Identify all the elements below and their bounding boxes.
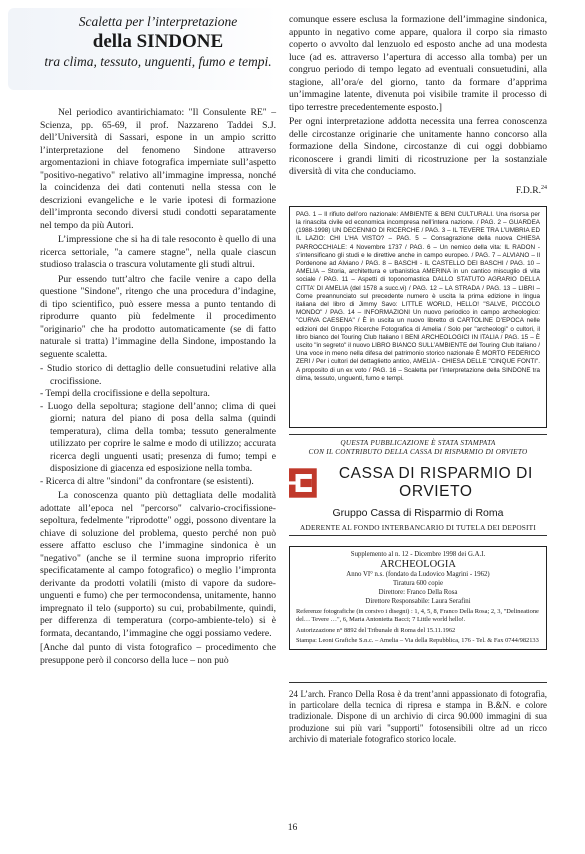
paragraph-continued: comunque essere esclusa la formazione dell’immagine sindonica, appunto in negativo come appare, qualora il corpo sia rimasto coperto o avvolto dal lenzuolo ed esposto anche ad una modesta luce (ad es. attraverso l’apertura di accesso alla tomba) per un congruo periodo di tempo legato ad eventuali consuetudini, alla stagione, all’ora/e del giorno, tanto da formare d’apprima un’immagine latente, divenuta poi visibile tramite il processo di tipo terrestre precedentemente esposto.] — [289, 14, 547, 113]
bank-name: CASSA DI RISPARMIO DI ORVIETO — [338, 464, 533, 500]
left-column — [40, 14, 276, 667]
right-column — [289, 14, 547, 745]
article-supertitle: Scaletta per l’interpretazione — [78, 14, 238, 29]
article-body-left — [40, 107, 276, 667]
colophon-year: Anno VI° n.s. (fondato da Ludovico Magrini - 1962) — [346, 571, 490, 579]
list-item: - Studio storico di dettaglio delle consuetudini relative alla crocifissione. — [40, 363, 276, 387]
sponsor-box — [289, 434, 547, 536]
colophon-print-run: Tiratura 600 copie — [393, 580, 443, 588]
list-item: - Tempi della crocifissione e della sepoltura. — [40, 388, 210, 399]
bank-adherence: ADERENTE AL FONDO INTERBANCARIO DI TUTELA DEI DEPOSITI — [289, 523, 547, 536]
paragraph-2: L’impressione che si ha di tale resoconto è quello di una ricerca settoriale, "a camere stagne", nella quale ciascun studioso tralascia o trascura volutamente gli studi altrui. — [40, 234, 276, 270]
signature-initials: F.D.R. — [515, 184, 541, 196]
paragraph-4: La conoscenza quanto più dettagliata delle modalità adottate all’epoca nel "percorso" calvario-crocifissione-sepoltura, fedelmente "riprodotte" oggi, possono diventare la chiave di soluzione del problema, questo perché non può essere affatto escluso che l’immagine sindonica è un "negativo" (anche se il termine suona improprio riferito specificatamente al campo fotografico) o meglio l’impronta derivante da prodotti volatili (misto di vapore da sudore-unguenti e fumo) che per termocondensa, unitamente, hanno impregnato il telo (supporto) su cui, probabilmente, quindi, per differenza di temperatura (corpo-ambiente-telo) si è formata, decantando, l’immagine che oggi possiamo vedere. — [40, 490, 276, 639]
footnote: 24 L’arch. Franco Della Rosa è da trent’anni appassionato di fotografia, in particolare della tecnica di ripresa e stampa in B.&N. e colore tradizionale. Dispone di un archivio di circa 90.000 immagini di sua produzione sui più vari "supporti" fotosensibili oltre ad un ricco archivio di materiale fotografico storico locale. — [289, 682, 547, 745]
bank-group: Gruppo Cassa di Risparmio di Roma — [332, 506, 504, 519]
bank-logo-icon — [289, 465, 317, 501]
sponsor-caption-2: CON IL CONTRIBUTO DELLA CASSA DI RISPARMIO DI ORVIETO — [308, 447, 528, 456]
article-title: della SINDONE — [92, 31, 224, 52]
colophon-responsible: Direttore Responsabile: Laura Serafini — [365, 597, 471, 605]
colophon-authorization: Autorizzazione n° 8892 del Tribunale di Roma del 15.11.1962 — [296, 626, 456, 634]
colophon-supplement: Supplemento al n. 12 - Dicembre 1998 dei G.A.I. — [350, 550, 486, 558]
author-signature — [289, 185, 547, 196]
page-number: 16 — [287, 822, 298, 833]
scaletta-list — [40, 363, 276, 488]
list-item: - Ricerca di altre "sindoni" da confrontare (se esistenti). — [40, 475, 254, 487]
footnote-marker: 24 — [541, 184, 547, 191]
bank-brand — [289, 465, 547, 501]
sponsor-caption-1: QUESTA PUBBLICAZIONE È STATA STAMPATA — [340, 438, 496, 447]
paragraph-5: [Anche dal punto di vista fotografico – procedimento che presuppone però il concorso della luce – non può — [40, 642, 276, 666]
paragraph-1: Nel periodico avantirichiamato: "Il Consulente RE" – Scienza, pp. 65-69, il prof. Nazzareno Taddei S.J. dell’Università di Sassari, espone in un ampio scritto l’interpretazione del fenomeno Sindone attraverso argomentazioni in chiave fotografica imperniate sull’aspetto "positivo-negativo" relativo all’immagine impressa, nonché la coincidenza dei dati contenuti nella stessa con le descrizioni evangeliche e le varie ipotesi di formazione dell’impronta secondo diversi studi condotti separatamente nel tempo da più Autori. — [40, 107, 276, 231]
paragraph-conclusion: Per ogni interpretazione addotta necessita una ferrea conoscenza delle circostanze originarie che unitamente hanno concorso alla formazione della Sindone, circostanze di cui oggi dobbiamo riconoscere i grandi limiti di ricostruzione per la sostanziale diversità di vita che conduciamo. — [289, 116, 547, 177]
colophon-title: ARCHEOLOGIA — [380, 559, 456, 571]
issue-contents-box: PAG. 1 – Il rifiuto dell’oro nazionale: AMBIENTE & BENI CULTURALI. Una risorsa per la rinascita civile ed economica incompresa nell’intera nazione. / PAG. 2 – GUARDEA (1988-1998) UN DECENNIO DI RICERCHE / PAG. 3 – IL TEVERE TRA L’UMBRIA ED IL LAZIO: CHI L’HA VISTO? – PAG. 5 – Consagrazione della nuova CHIESA PARROCCHIALE: 4 Novembre 1737 / PAG. 6 – Un nemico della vita: IL RADON - s’intensificano gli studi e le direttive anche in campo europeo. / PAG. 7 – ALVIANO – Il Pordenone ad Alviano / PAG. 8 – BASCHI - IL CASTELLO DEI BASCHI / PAG. 10 – AMELIA – Storia, architettura e urbanistica AMERINA in un cantico miscuglio di vita sociale / PAG. 11 – Aspetti di toponomastica DALLO STATUTO AGRARIO DELLA CITTA’ DI AMELIA (del 1578 a succ.vi) / PAG. 12 – LA STRADA / PAG. 13 – LIBRI – Come preannunciato sul precedente numero è uscita la prima edizione in lingua italiana del libro di Jimmy Savo: LITTLE WORLD, HELLO! "SALVE, PICCOLO MONDO" / PAG. 14 – INFORMAZIONI Un nuovo periodico in campo archeologico: "CURVA CAESENA" / È in uscita un nuovo libretto di CARTOLINE D’EPOCA nelle edizioni del Gruppo Ricerche Fotografica di Amelia / Solo per "archeologi" o cultori, il libro bianco del Touring Club Italiano I BENI ARCHEOLOGICI IN ITALIA / PAG. 15 – È uscito "in segreto" il nuovo LIBRO BIANCO SULL’AMBIENTE del Touring Club Italiano / Una voce in meno nella difesa del patrimonio storico nazionale È MORTO FEDERICO ZERI / Per i cultori del dettaglietto antico, AMELIA - CHIESA DELLE "CINQUE FONTI". A proposito di un ex voto / PAG. 16 – Scaletta per l’interpretazione della SINDONE tra clima, tessuto, unguenti, fumo e tempi. — [289, 206, 547, 428]
colophon-director: Direttore: Franco Della Rosa — [378, 588, 458, 596]
list-item: - Luogo della sepoltura; stagione dell’anno; clima di quei giorni; natura del piano di posa della salma (quindi temperatura), clima della tomba; tessuto generalmente utilizzato per coprire le salme e modo di utilizzo; accurata ricerca degli unguenti usati; presenza di fumo; tempi e disposizione di giacenza ed esposizione nella tomba. — [40, 400, 276, 474]
colophon-photo-refs: Referenze fotografiche (in corsivo i disegni) : 1, 4, 5, 8, Franco Della Rosa; 2, 3, "Delineatione del… Tevere …", 6, Maria Antonietta Bacci; 7 Little world hello!. — [296, 608, 539, 624]
colophon-box — [289, 546, 547, 650]
article-title-block — [40, 14, 276, 70]
colophon-printer: Stampa: Leoni Grafiche S.n.c. – Amelia – Via della Repubblica, 176 - Tel. & Fax 0744/982133 — [296, 636, 539, 644]
paragraph-3: Pur essendo tutt’altro che facile venire a capo della questione "Sindone", ritengo che una procedura d’indagine, di tipo scientifico, può essere messa a punto tentando di riprodurre quanto più fedelmente il procedimento "originario" che ha prodotto automaticamente (se di fatto naturale si tratta) l’immagine della Sindone, impostando la seguente scaletta. — [40, 273, 276, 360]
article-subtitle: tra clima, tessuto, unguenti, fumo e tempi. — [44, 54, 272, 69]
